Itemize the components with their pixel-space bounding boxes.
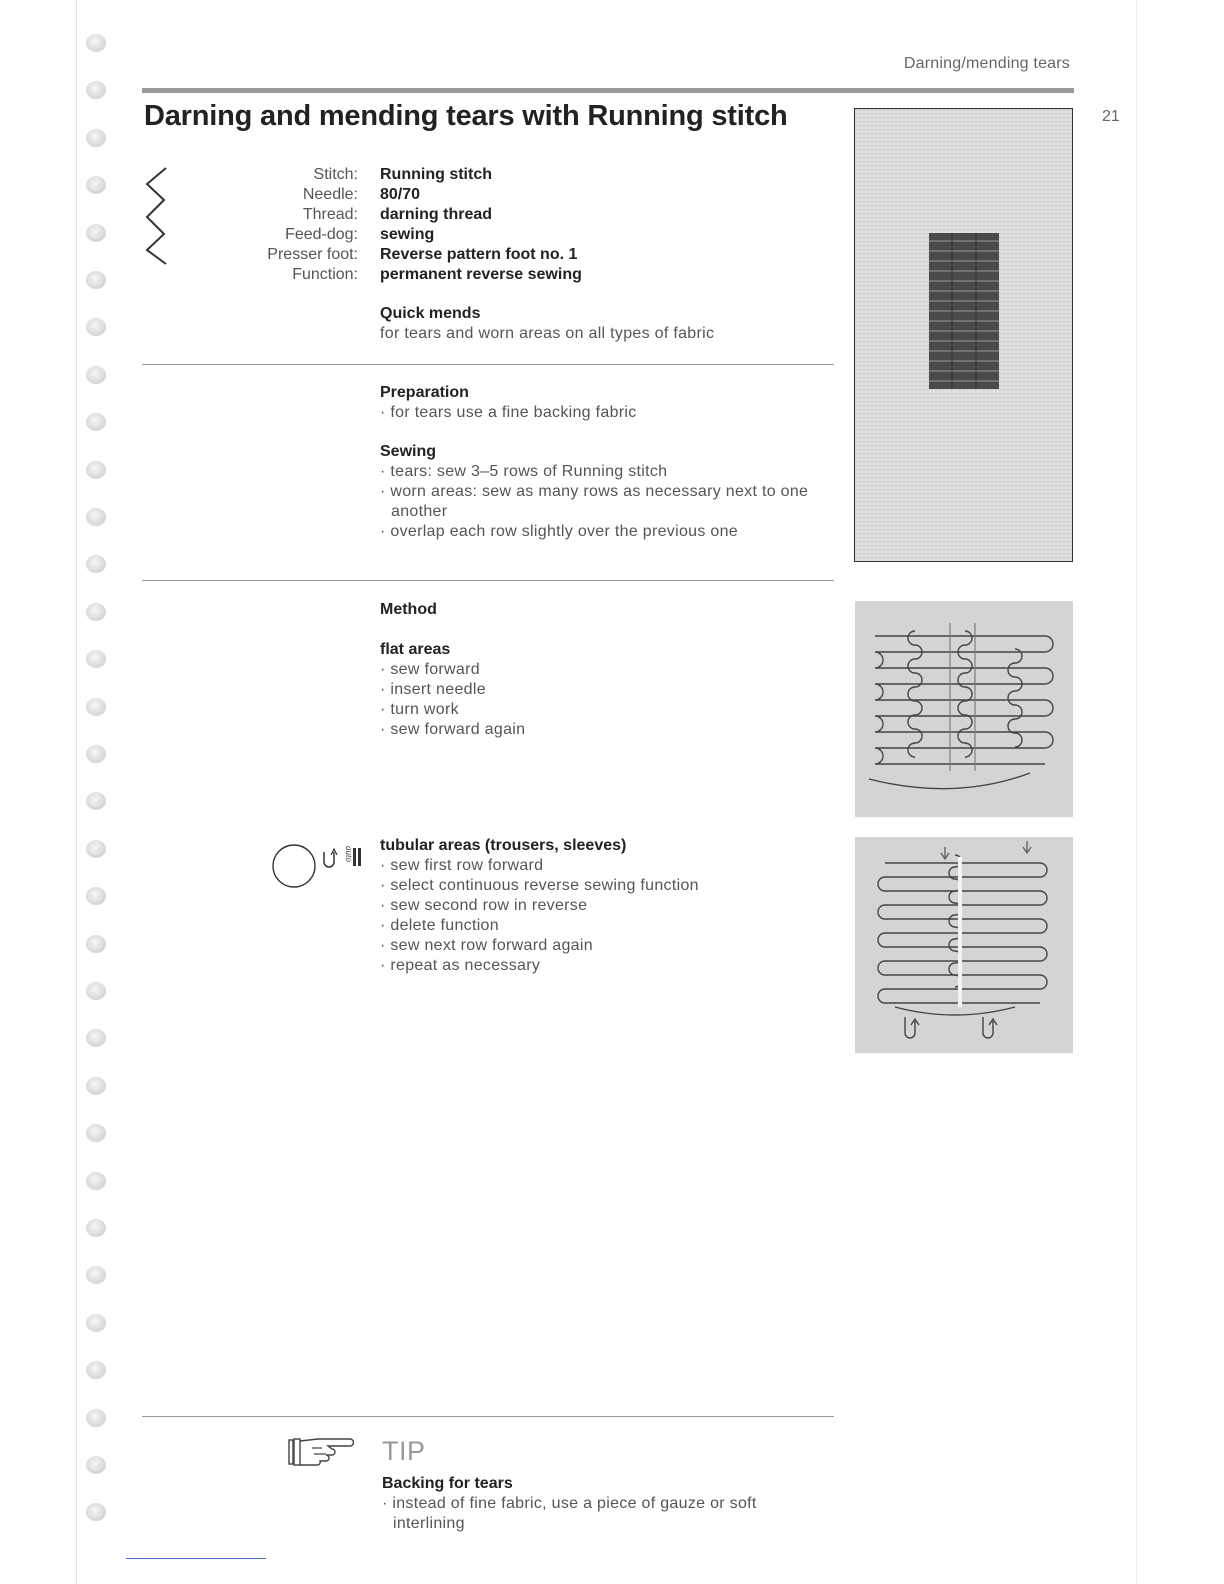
binding-hole — [86, 224, 106, 242]
spec-value: 80/70 — [380, 186, 421, 203]
binding-hole — [86, 1029, 106, 1047]
quick-mends-section — [380, 304, 840, 344]
binding-hole — [86, 1266, 106, 1284]
list-item: · worn areas: sew as many rows as necessary next to one another — [380, 483, 809, 520]
binding-hole — [86, 555, 106, 573]
list-item: · for tears use a fine backing fabric — [380, 404, 637, 421]
preparation-section — [380, 383, 840, 423]
binding-hole — [86, 1172, 106, 1190]
list-item: · sew first row forward — [380, 857, 544, 874]
tip-heading: Backing for tears — [382, 1475, 513, 1492]
list-item: · turn work — [380, 701, 459, 718]
list-item: · delete function — [380, 917, 499, 934]
reverse-sewing-icon — [270, 840, 370, 892]
footer-underline — [126, 1558, 266, 1559]
zigzag-stitch-icon — [142, 166, 172, 266]
list-item: · sew forward again — [380, 721, 526, 738]
spec-row-thread — [200, 205, 850, 225]
binding-hole — [86, 698, 106, 716]
spec-label: Function: — [292, 266, 358, 283]
list-item: · repeat as necessary — [380, 957, 541, 974]
section-divider — [142, 364, 834, 365]
binding-hole — [86, 366, 106, 384]
binding-hole — [86, 840, 106, 858]
binding-hole — [86, 792, 106, 810]
tubular-areas-heading: tubular areas (trousers, sleeves) — [380, 837, 627, 854]
spec-row-function — [200, 265, 850, 285]
spec-label: Presser foot: — [267, 246, 358, 263]
spec-label: Stitch: — [313, 166, 358, 183]
flat-areas-heading: flat areas — [380, 641, 451, 658]
tubular-areas-stitch-diagram — [855, 837, 1073, 1053]
binding-hole — [86, 982, 106, 1000]
sewing-heading: Sewing — [380, 443, 437, 460]
quick-mends-heading: Quick mends — [380, 305, 481, 322]
tip-title: TIP — [382, 1436, 426, 1466]
page-edge — [76, 0, 77, 1584]
binding-hole — [86, 603, 106, 621]
list-item: · insert needle — [380, 681, 486, 698]
spec-value: Running stitch — [380, 166, 492, 183]
section-divider — [142, 580, 834, 581]
binding-hole — [86, 81, 106, 99]
preparation-heading: Preparation — [380, 384, 469, 401]
tubular-section — [380, 836, 840, 976]
list-item: · sew forward — [380, 661, 480, 678]
spec-row-presser-foot — [200, 245, 850, 265]
binding-hole — [86, 745, 106, 763]
header-rule — [142, 88, 1074, 93]
sewing-section — [380, 442, 832, 542]
binding-hole — [86, 1409, 106, 1427]
page-title: Darning and mending tears with Running stitch — [144, 100, 788, 132]
list-item: · select continuous reverse sewing function — [380, 877, 699, 894]
list-item: · instead of fine fabric, use a piece of gauze or soft interlining — [382, 1495, 757, 1532]
list-item: · sew next row forward again — [380, 937, 593, 954]
method-heading: Method — [380, 601, 437, 618]
list-item: · tears: sew 3–5 rows of Running stitch — [380, 463, 668, 480]
spec-label: Needle: — [302, 186, 358, 203]
binding-hole — [86, 1077, 106, 1095]
binding-hole — [86, 318, 106, 336]
binding-hole — [86, 1314, 106, 1332]
pointing-hand-icon — [288, 1436, 354, 1468]
list-item: · overlap each row slightly over the previous one — [380, 523, 738, 540]
spec-value: darning thread — [380, 206, 493, 223]
binding-hole — [86, 935, 106, 953]
binding-hole — [86, 34, 106, 52]
binding-hole — [86, 1361, 106, 1379]
list-item: · sew second row in reverse — [380, 897, 588, 914]
flat-areas-stitch-diagram — [855, 601, 1073, 817]
binding-hole — [86, 650, 106, 668]
binding-hole — [86, 461, 106, 479]
page-edge-right — [1136, 0, 1137, 1584]
binding-hole — [86, 1219, 106, 1237]
section-divider — [142, 1416, 834, 1417]
spec-value: Reverse pattern foot no. 1 — [380, 246, 578, 263]
spec-row-feed-dog — [200, 225, 850, 245]
spec-value: sewing — [380, 226, 435, 243]
spec-label: Thread: — [302, 206, 358, 223]
binding-hole — [86, 1456, 106, 1474]
spec-row-needle — [200, 185, 850, 205]
auto-label: auto — [344, 846, 354, 863]
binding-hole — [86, 1124, 106, 1142]
binding-hole — [86, 887, 106, 905]
spec-row-stitch — [200, 165, 850, 185]
quick-mends-text: for tears and worn areas on all types of fabric — [380, 325, 715, 342]
binding-hole — [86, 1503, 106, 1521]
binding-hole — [86, 129, 106, 147]
darning-sample-photo — [854, 108, 1073, 562]
running-head: Darning/mending tears — [903, 55, 1070, 72]
tip-section — [382, 1474, 802, 1534]
method-section — [380, 600, 840, 740]
binding-hole — [86, 413, 106, 431]
binding-hole — [86, 508, 106, 526]
spec-label: Feed-dog: — [285, 226, 358, 243]
binding-hole — [86, 176, 106, 194]
binding-hole — [86, 271, 106, 289]
page-number: 21 — [1102, 108, 1120, 125]
spec-value: permanent reverse sewing — [380, 266, 582, 283]
